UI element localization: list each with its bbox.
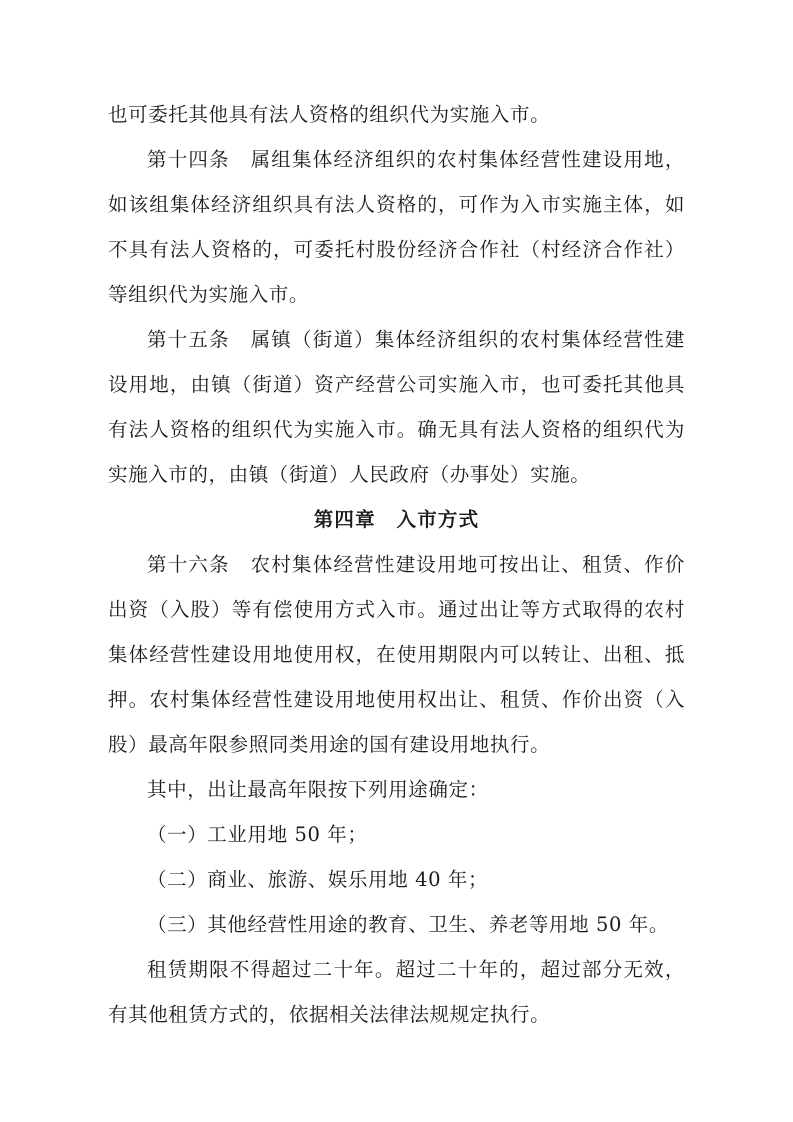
paragraph-article-15: 第十五条 属镇（街道）集体经济组织的农村集体经营性建设用地，由镇（街道）资产经营公司实施入市，也可委托其他具有法人资格的组织代为实施入市。确无具有法人资格的组织代为实施入市的，由镇（街道）人民政府（办事处）实施。 (108, 328, 685, 486)
list-item-commercial-land: （二）商业、旅游、娱乐用地 40 年； (147, 868, 489, 891)
paragraph-term-intro: 其中，出让最高年限按下列用途确定： (147, 778, 489, 801)
list-item-other-land: （三）其他经营性用途的教育、卫生、养老等用地 50 年。 (147, 913, 670, 936)
list-item-industrial-land: （一）工业用地 50 年； (147, 823, 368, 846)
paragraph-lease-term: 租赁期限不得超过二十年。超过二十年的，超过部分无效，有其他租赁方式的，依据相关法律法规规定执行。 (108, 958, 685, 1026)
paragraph-article-14: 第十四条 属组集体经济组织的农村集体经营性建设用地，如该组集体经济组织具有法人资格的，可作为入市实施主体，如不具有法人资格的，可委托村股份经济合作社（村经济合作社）等组织代为实施入市。 (108, 148, 685, 306)
paragraph-continuation: 也可委托其他具有法人资格的组织代为实施入市。 (108, 103, 551, 126)
document-body (108, 92, 685, 1037)
chapter-heading-4: 第四章 入市方式 (313, 508, 480, 531)
paragraph-article-16: 第十六条 农村集体经营性建设用地可按出让、租赁、作价出资（入股）等有偿使用方式入市。通过出让等方式取得的农村集体经营性建设用地使用权，在使用期限内可以转让、出租、抵押。农村集体经营性建设用地使用权出让、租赁、作价出资（入股）最高年限参照同类用途的国有建设用地执行。 (108, 553, 685, 756)
